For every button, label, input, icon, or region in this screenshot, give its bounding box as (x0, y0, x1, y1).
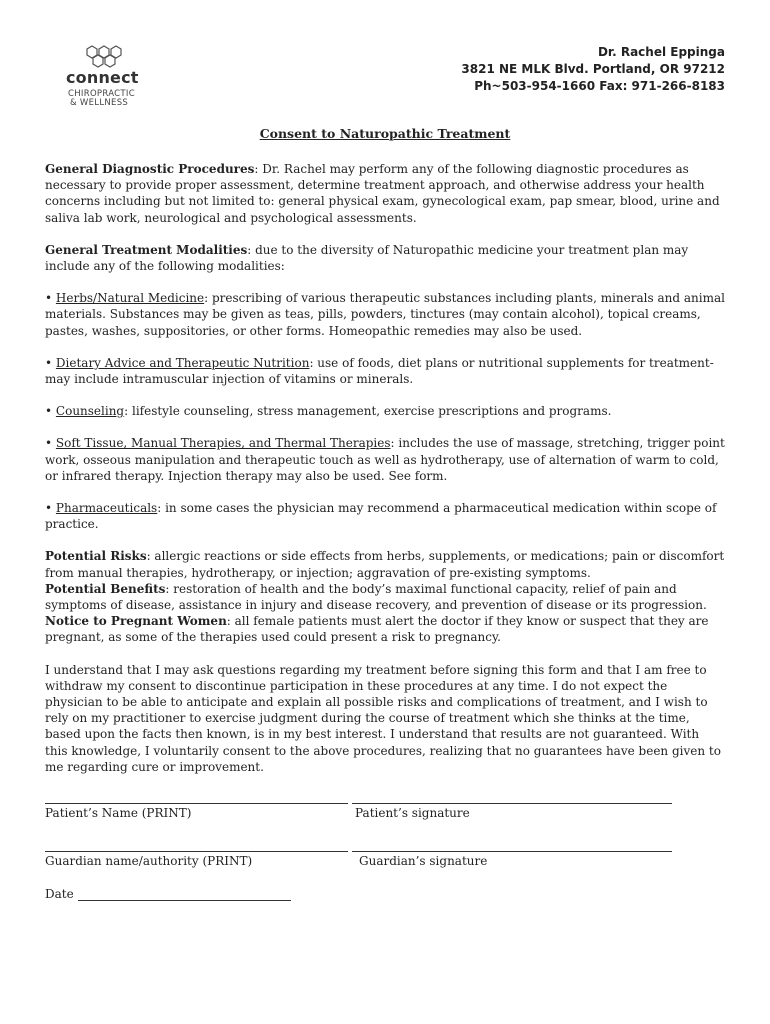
consent-statement-paragraph: I understand that I may ask questions regarding my treatment before signing this form and that I am free to withdraw my consent to discontinue participation in these procedures at any time. I do not expect the physician to be able to anticipate and explain all possible risks and complications of treatment, and I wish to rely on my practitioner to exercise judgment during the course of treatment which she thinks at the time, based upon the facts then known, is in my best interest. I understand that results are not guaranteed. With this knowledge, I voluntarily consent to the above procedures, realizing that no guarantees have been given to me regarding cure or improvement. (45, 662, 721, 774)
bullet: • (45, 355, 56, 370)
document-body (45, 161, 725, 791)
logo-subtitle-line2: & WELLNESS (70, 98, 129, 108)
patient-name-line[interactable] (45, 803, 348, 804)
modality-label: Soft Tissue, Manual Therapies, and Thermal Therapies (55, 436, 391, 451)
section-heading: Potential Benefits (45, 581, 166, 596)
treatment-modalities-paragraph (45, 242, 725, 274)
guardian-signature-label: Guardian’s signature (359, 854, 488, 868)
potential-benefits-paragraph (45, 581, 725, 613)
bullet: • (45, 291, 56, 306)
logo-subtitle-line1: CHIROPRACTIC (68, 89, 135, 99)
document-title: Consent to Naturopathic Treatment (259, 126, 511, 141)
modality-label: Pharmaceuticals (55, 501, 158, 516)
guardian-signature-line[interactable] (352, 851, 672, 852)
patient-signature-line[interactable] (352, 803, 672, 804)
bullet: • (45, 436, 56, 451)
modality-text: : in some cases the physician may recommend a pharmaceutical medication within scope of practice. (45, 501, 717, 532)
potential-risks-paragraph (45, 548, 725, 580)
diagnostic-procedures-paragraph (45, 161, 725, 226)
counseling-modality-item (45, 403, 725, 419)
hexagon-cluster-icon (84, 44, 124, 68)
patient-signature-label: Patient’s signature (355, 806, 470, 820)
section-text: : restoration of health and the body’s maximal functional capacity, relief of pain and symptoms of disease, assistance in injury and disease recovery, and prevention of disease or its progression. (45, 581, 707, 613)
clinic-address: 3821 NE MLK Blvd. Portland, OR 97212 (461, 62, 725, 76)
modality-label: Counseling (55, 404, 125, 419)
section-heading: Potential Risks (45, 549, 147, 564)
clinic-phone-fax: Ph~503-954-1660 Fax: 971-266-8183 (474, 79, 725, 93)
guardian-name-line[interactable] (45, 851, 348, 852)
bullet: • (45, 501, 56, 516)
bullet: • (45, 404, 56, 419)
section-text: : allergic reactions or side effects from herbs, supplements, or medications; pain or discomfort from manual therapies, hydrotherapy, or injection; aggravation of pre-existing symptoms. (45, 549, 725, 580)
patient-name-label: Patient’s Name (PRINT) (45, 806, 192, 820)
modality-text: : prescribing of various therapeutic substances including plants, minerals and animal materials. Substances may be given as teas, pills, powders, tinctures (may contain alcohol), topical creams, pastes, washes, suppositories, or other forms. Homeopathic remedies may also be used. (45, 291, 725, 338)
section-text: : due to the diversity of Naturopathic medicine your treatment plan may include any of the following modalities: (45, 242, 689, 274)
modality-label: Dietary Advice and Therapeutic Nutrition (55, 355, 310, 370)
modality-text: : lifestyle counseling, stress management, exercise prescriptions and programs. (124, 404, 612, 419)
section-text: : Dr. Rachel may perform any of the following diagnostic procedures as necessary to provide proper assessment, determine treatment approach, and otherwise address your health concerns including but not limited to: general physical exam, gynecological exam, pap smear, blood, urine and saliva lab work, neurological and psychological assessments. (45, 162, 720, 225)
section-heading: General Diagnostic Procedures (45, 162, 255, 176)
section-heading: Notice to Pregnant Women (45, 614, 227, 629)
doctor-name: Dr. Rachel Eppinga (597, 45, 725, 59)
clinic-logo (60, 44, 150, 108)
section-text: : all female patients must alert the doctor if they know or suspect that they are pregnant, as some of the therapies used could present a risk to pregnancy. (45, 614, 709, 645)
date-line[interactable] (78, 900, 291, 901)
dietary-modality-item (45, 355, 725, 387)
pharmaceuticals-modality-item (45, 500, 725, 532)
soft-tissue-modality-item (45, 435, 725, 484)
pregnant-women-notice-paragraph (45, 613, 725, 645)
guardian-name-label: Guardian name/authority (PRINT) (45, 854, 253, 868)
modality-text: : includes the use of massage, stretching, trigger point work, osseous manipulation and therapeutic touch as well as hydrotherapy, use of alternation of warm to cold, or infrared therapy. Injection therapy may also be used. See form. (45, 436, 725, 483)
date-label: Date (45, 887, 74, 901)
modality-text: : use of foods, diet plans or nutritional supplements for treatment-may include intramuscular injection of vitamins or minerals. (45, 355, 714, 387)
section-heading: General Treatment Modalities (45, 242, 248, 257)
modality-label: Herbs/Natural Medicine (55, 291, 205, 306)
contact-block (461, 44, 725, 95)
herbs-modality-item (45, 290, 725, 339)
logo-wordmark: connect (66, 68, 139, 87)
